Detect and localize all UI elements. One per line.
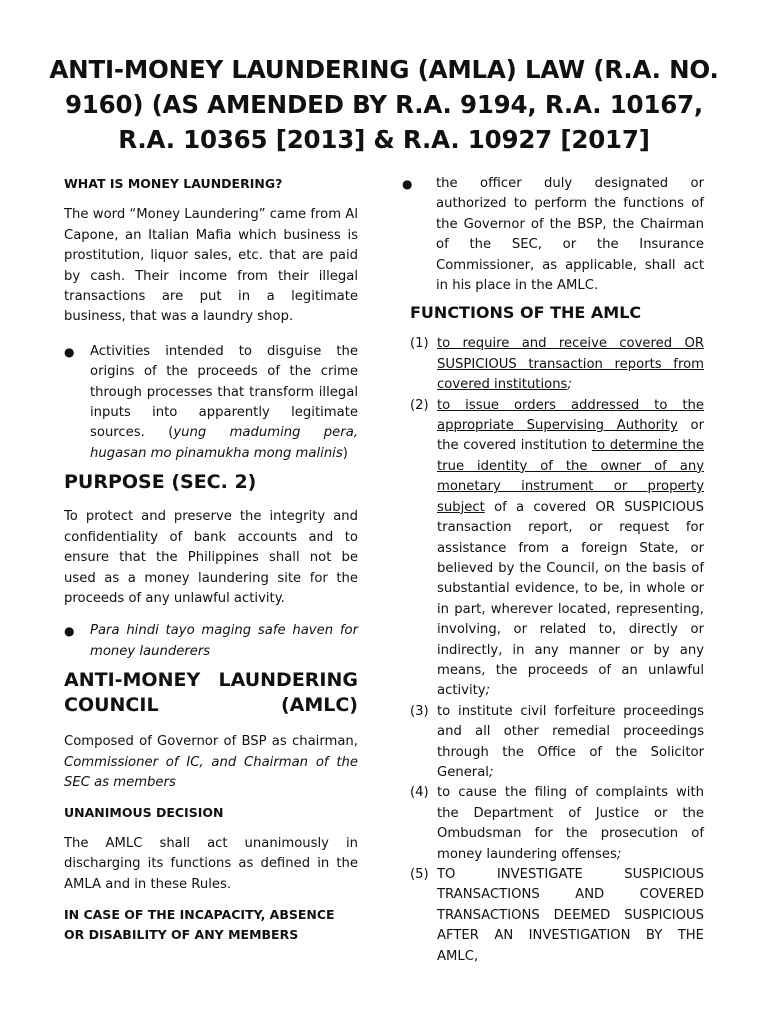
unanimous-decision-body: The AMLC shall act unanimously in discharging its functions as defined in the AMLA and in these Rules.	[64, 835, 358, 892]
incapacity-heading: IN CASE OF THE INCAPACITY, ABSENCE OR DISABILITY OF ANY MEMBERS	[64, 906, 335, 943]
council-body-plain: Composed of Governor of BSP as chairman,	[64, 734, 358, 750]
function-text: TO INVESTIGATE SUSPICIOUS TRANSACTIONS AND COVERED TRANSACTIONS DEEMED SUSPICIOUS AFTER AN INVESTIGATION BY THE AMLC,	[437, 867, 704, 964]
function-text: to institute civil forfeiture proceedings and all other remedial proceedings through the Office of the Solicitor General	[437, 703, 704, 780]
function-item-1	[410, 334, 704, 395]
function-number: (5)	[410, 867, 429, 882]
function-number: (1)	[410, 336, 429, 352]
purpose-bullet-text: Para hindi tayo maging safe haven for money launderers	[90, 623, 358, 659]
function-text-underlined: to determine the true identity of the owner of any monetary instrument or property subject	[437, 438, 704, 515]
function-text: or the covered institution	[437, 418, 704, 454]
function-number: (3)	[410, 703, 429, 719]
function-item-4	[410, 783, 704, 865]
function-punct: ;	[567, 377, 572, 393]
purpose-bullet	[64, 621, 358, 662]
function-punct: ;	[616, 846, 622, 862]
what-is-money-laundering-heading: WHAT IS MONEY LAUNDERING?	[64, 176, 283, 191]
function-punct: ;	[488, 764, 494, 780]
council-body-italic: Commissioner of IC, and Chairman of the SEC as members	[64, 754, 358, 790]
bullet-icon: ●	[64, 624, 75, 639]
purpose-body: To protect and preserve the integrity and confidentiality of bank accounts and to ensure that the Philippines shall not be used as a money laundering site for the proceeds of any unlawful activity.	[64, 509, 358, 606]
function-item-2	[410, 396, 704, 702]
bullet-icon: ●	[64, 344, 75, 359]
disguise-bullet-text: Activities intended to disguise the origins of the proceeds of the crime through processes that transform illegal inputs into apparently legitimate sources. (	[90, 343, 358, 441]
function-number: (2)	[410, 397, 429, 413]
officer-bullet-text: the officer duly designated or authorized to perform the functions of the Governor of the BSP, the Chairman of the SEC, or the Insurance Commissioner, as applicable, shall act in his place in the AMLC.	[436, 176, 704, 294]
document-title: ANTI-MONEY LAUNDERING (AMLA) LAW (R.A. NO. 9160) (AS AMENDED BY R.A. 9194, R.A. 10167, R.A. 10365 [2013] & R.A. 10927 [2017]	[49, 55, 719, 154]
function-text: to cause the filing of complaints with the Department of Justice or the Ombudsman for the prosecution of money laundering offenses	[437, 785, 704, 862]
disguise-bullet-close: )	[342, 445, 348, 461]
disguise-bullet-italic: yung maduming pera, hugasan mo pinamukha mong malinis	[90, 425, 358, 461]
functions-heading: FUNCTIONS OF THE AMLC	[410, 303, 642, 323]
right-column	[402, 174, 704, 967]
disguise-bullet	[64, 342, 358, 464]
function-item-5	[410, 865, 704, 967]
unanimous-decision-heading: UNANIMOUS DECISION	[64, 805, 224, 821]
officer-bullet	[402, 174, 704, 296]
function-number: (4)	[410, 785, 429, 801]
what-is-money-laundering-body: The word “Money Laundering” came from Al Capone, an Italian Mafia which business is prostitution, liquor sales, etc. that are paid by cash. Their income from their illegal transactions are put in a legitimate business, that was a laundry shop.	[64, 207, 358, 325]
function-item-3	[410, 702, 704, 784]
function-punct: ;	[485, 683, 491, 699]
function-text-underlined: to issue orders addressed to the appropriate Supervising Authority	[437, 397, 704, 434]
function-text: of a covered OR SUSPICIOUS transaction report, or request for assistance from a foreign State, or believed by the Council, on the basis of substantial evidence, to be, in whole or in part, wherever located, representing, involving, or related to, directly or indirectly, in any manner or by any means, the proceeds of an unlawful activity	[437, 499, 704, 699]
left-column	[64, 174, 358, 946]
purpose-heading: PURPOSE (SEC. 2)	[64, 471, 257, 494]
council-body	[64, 732, 358, 793]
function-text-underlined: to require and receive covered OR SUSPICIOUS transaction reports from covered institutions	[437, 336, 704, 393]
council-heading: ANTI-MONEY LAUNDERING COUNCIL (AMLC)	[64, 669, 358, 717]
bullet-icon: ●	[402, 177, 413, 191]
